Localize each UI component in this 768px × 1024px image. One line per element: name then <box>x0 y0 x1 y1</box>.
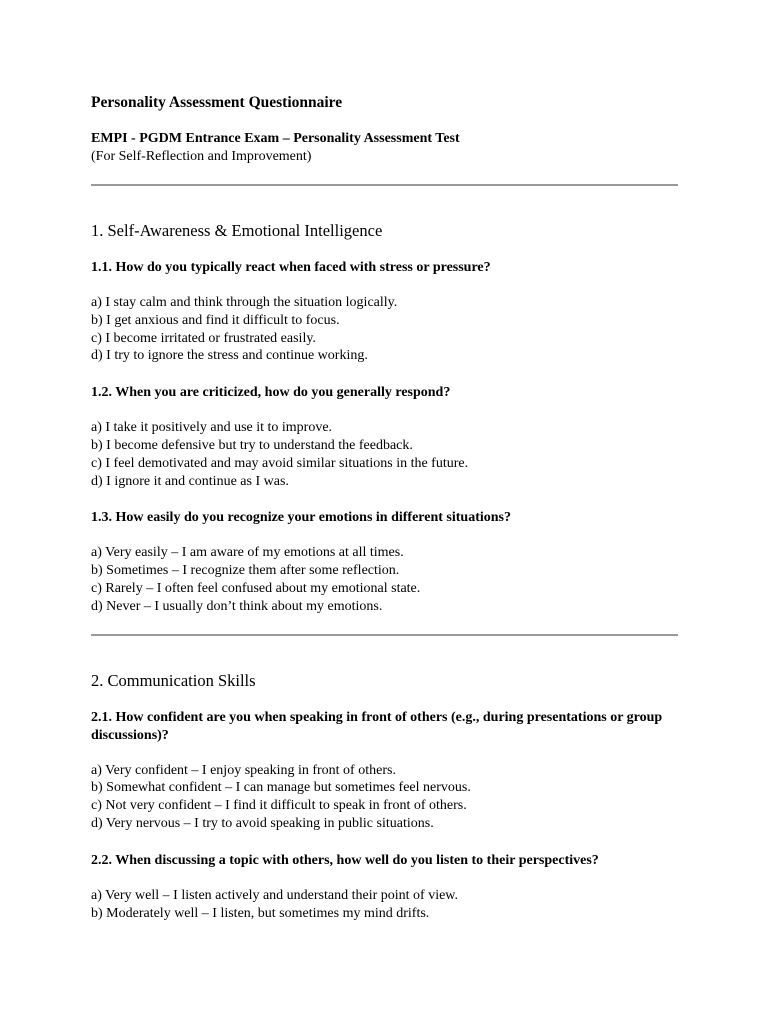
subtitle-note: (For Self-Reflection and Improvement) <box>91 149 312 164</box>
document-title: Personality Assessment Questionnaire <box>91 94 343 111</box>
option-c: c) Rarely – I often feel confused about my emotional state. <box>91 580 421 596</box>
section-title: 1. Self-Awareness & Emotional Intelligence <box>91 221 383 240</box>
section-communication-skills <box>91 671 678 923</box>
option-d: d) I try to ignore the stress and continue working. <box>91 348 368 364</box>
section-divider <box>91 634 678 636</box>
option-a: a) Very well – I listen actively and understand their point of view. <box>91 887 459 903</box>
option-a: a) I stay calm and think through the situation logically. <box>91 295 398 310</box>
option-b: b) I become defensive but try to understand the feedback. <box>91 437 413 453</box>
option-c: c) I become irritated or frustrated easily. <box>91 330 316 346</box>
question-1-2: 1.2. When you are criticized, how do you generally respond? <box>91 385 451 401</box>
question-1-1: 1.1. How do you typically react when faced with stress or pressure? <box>91 260 491 275</box>
option-a: a) Very easily – I am aware of my emotions at all times. <box>91 545 404 561</box>
options-1-1 <box>91 294 678 365</box>
options-1-2 <box>91 419 678 490</box>
option-d: d) Never – I usually don’t think about my emotions. <box>91 598 383 614</box>
exam-subtitle: EMPI - PGDM Entrance Exam – Personality Assessment Test <box>91 131 460 146</box>
section-self-awareness <box>91 221 678 636</box>
section-title: 2. Communication Skills <box>91 670 256 690</box>
question-2-2: 2.2. When discussing a topic with others, how well do you listen to their perspectives? <box>91 852 599 868</box>
option-b: b) Somewhat confident – I can manage but sometimes feel nervous. <box>91 780 471 796</box>
option-c: c) I feel demotivated and may avoid similar situations in the future. <box>91 455 469 471</box>
header-divider <box>91 184 678 186</box>
question-2-1: 2.1. How confident are you when speaking in front of others (e.g., during presentations or group discussions)? <box>91 709 663 743</box>
question-1-3: 1.3. How easily do you recognize your emotions in different situations? <box>91 510 511 526</box>
options-2-1 <box>91 762 678 833</box>
option-c: c) Not very confident – I find it difficult to speak in front of others. <box>91 798 467 814</box>
option-b: b) Sometimes – I recognize them after some reflection. <box>91 563 400 579</box>
option-d: d) I ignore it and continue as I was. <box>91 473 289 489</box>
options-1-3 <box>91 544 678 615</box>
option-d: d) Very nervous – I try to avoid speaking in public situations. <box>91 815 434 831</box>
option-a: a) Very confident – I enjoy speaking in front of others. <box>91 762 396 778</box>
option-b: b) Moderately well – I listen, but sometimes my mind drifts. <box>91 905 430 921</box>
options-2-2 <box>91 887 678 923</box>
option-b: b) I get anxious and find it difficult to focus. <box>91 312 340 328</box>
option-a: a) I take it positively and use it to improve. <box>91 420 333 436</box>
